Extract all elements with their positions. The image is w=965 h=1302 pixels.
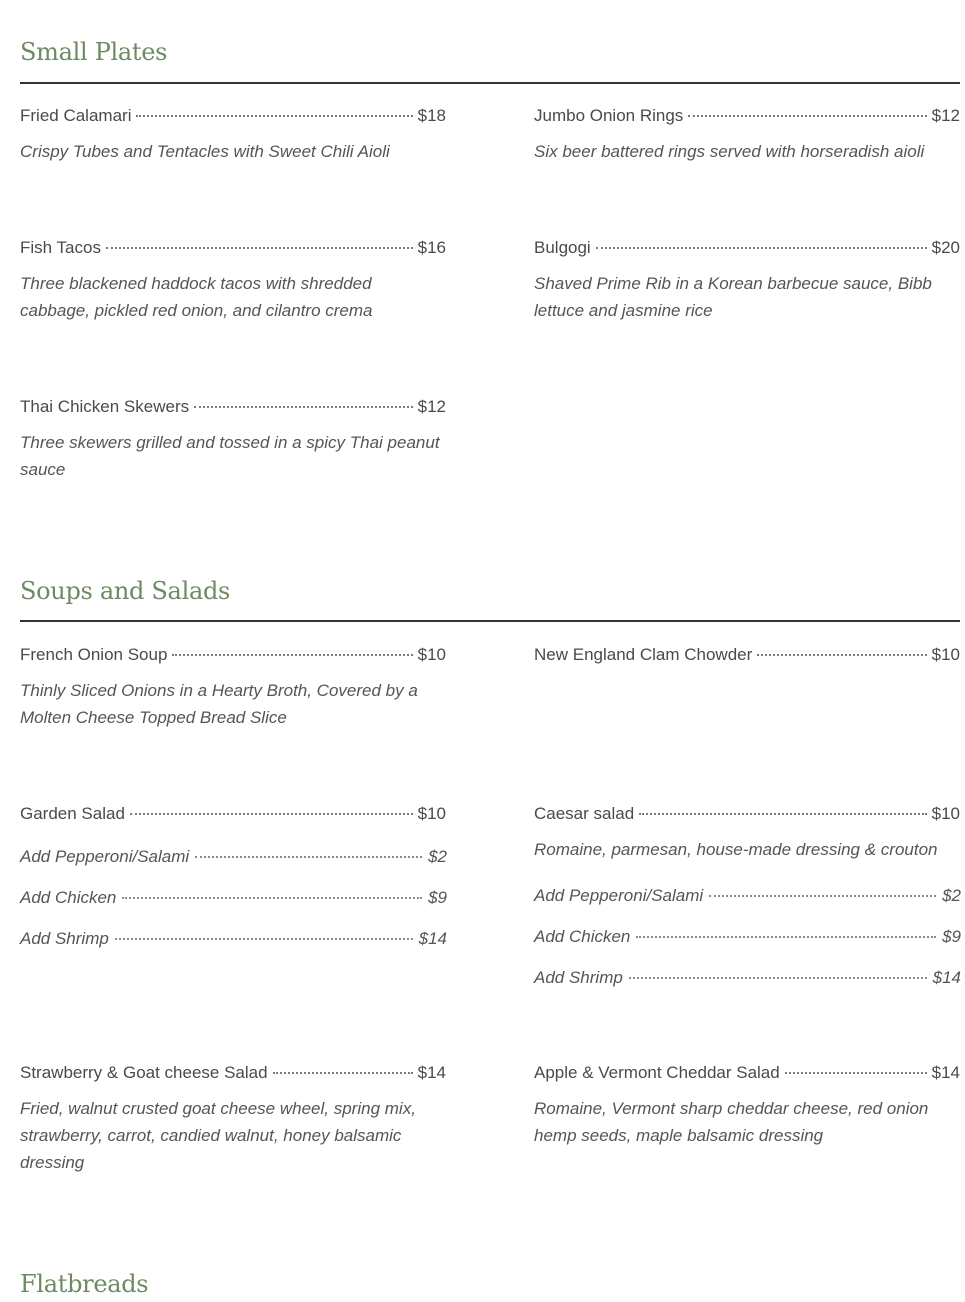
item-price: $16 (417, 238, 446, 257)
menu-item (20, 106, 446, 165)
item-name: New England Clam Chowder (534, 645, 753, 664)
item-price: $10 (417, 804, 446, 823)
item-price: $20 (931, 238, 960, 257)
addon-price: $14 (932, 968, 961, 987)
addon-row (534, 927, 961, 947)
dot-leader (636, 936, 936, 938)
item-description: Three skewers grilled and tossed in a spicy Thai peanut sauce (20, 433, 440, 479)
menu-item (20, 1063, 446, 1176)
dot-leader (194, 406, 413, 408)
dot-leader (596, 247, 927, 249)
item-name: Thai Chicken Skewers (20, 397, 190, 416)
item-price: $14 (417, 1063, 446, 1082)
dot-leader (785, 1072, 927, 1074)
menu-item (534, 804, 960, 863)
dot-leader (136, 115, 412, 117)
addon-name: Add Pepperoni/Salami (20, 847, 190, 866)
dot-leader (106, 247, 413, 249)
dot-leader (130, 813, 413, 815)
dot-leader (122, 897, 422, 899)
item-name: Bulgogi (534, 238, 591, 257)
menu-item (534, 238, 960, 324)
section-divider (20, 620, 960, 622)
item-description: Crispy Tubes and Tentacles with Sweet Chili Aioli (20, 142, 390, 161)
item-description: Six beer battered rings served with horseradish aioli (534, 142, 925, 161)
section-title-small-plates: Small Plates (20, 38, 168, 66)
item-price: $10 (931, 645, 960, 664)
menu-item (20, 238, 446, 324)
item-price: $12 (931, 106, 960, 125)
section-title-soups-salads: Soups and Salads (20, 577, 231, 605)
addon-name: Add Chicken (20, 888, 117, 907)
menu-item (20, 397, 446, 483)
addon-name: Add Shrimp (534, 968, 623, 987)
addon-price: $9 (942, 927, 961, 946)
item-price: $10 (931, 804, 960, 823)
menu-item (20, 645, 446, 731)
addon-row (20, 847, 447, 867)
item-name: Jumbo Onion Rings (534, 106, 684, 125)
item-name: Fried Calamari (20, 106, 132, 125)
item-name: Caesar salad (534, 804, 635, 823)
addon-price: $9 (428, 888, 447, 907)
item-price: $12 (417, 397, 446, 416)
addon-row (534, 886, 961, 906)
menu-item (534, 106, 960, 165)
item-description: Shaved Prime Rib in a Korean barbecue sauce, Bibb lettuce and jasmine rice (534, 274, 932, 320)
dot-leader (757, 654, 926, 656)
addon-price: $14 (418, 929, 447, 948)
item-description: Romaine, Vermont sharp cheddar cheese, red onion hemp seeds, maple balsamic dressing (534, 1099, 929, 1145)
item-description: Romaine, parmesan, house-made dressing & crouton (534, 840, 938, 859)
menu-item (534, 645, 960, 665)
dot-leader (639, 813, 926, 815)
dot-leader (115, 938, 413, 940)
item-price: $10 (417, 645, 446, 664)
item-price: $14 (931, 1063, 960, 1082)
item-description: Fried, walnut crusted goat cheese wheel, spring mix, strawberry, carrot, candied walnut, honey balsamic dressing (20, 1099, 416, 1172)
addon-row (20, 888, 447, 908)
dot-leader (273, 1072, 413, 1074)
item-name: French Onion Soup (20, 645, 168, 664)
item-description: Thinly Sliced Onions in a Hearty Broth, Covered by a Molten Cheese Topped Bread Slice (20, 681, 418, 727)
addon-row (20, 929, 447, 949)
section-divider (20, 82, 960, 84)
addon-name: Add Chicken (534, 927, 631, 946)
item-name: Garden Salad (20, 804, 125, 823)
addon-price: $2 (428, 847, 447, 866)
item-name: Apple & Vermont Cheddar Salad (534, 1063, 780, 1082)
menu-item (534, 1063, 960, 1149)
item-name: Fish Tacos (20, 238, 101, 257)
dot-leader (195, 856, 422, 858)
item-description: Three blackened haddock tacos with shredded cabbage, pickled red onion, and cilantro crema (20, 274, 373, 320)
addon-row (534, 968, 961, 988)
dot-leader (709, 895, 936, 897)
dot-leader (629, 977, 927, 979)
addon-name: Add Shrimp (20, 929, 109, 948)
dot-leader (172, 654, 412, 656)
dot-leader (688, 115, 926, 117)
item-name: Strawberry & Goat cheese Salad (20, 1063, 268, 1082)
menu-item (20, 804, 446, 824)
addon-name: Add Pepperoni/Salami (534, 886, 704, 905)
addon-price: $2 (942, 886, 961, 905)
section-title-flatbreads: Flatbreads (20, 1270, 149, 1298)
item-price: $18 (417, 106, 446, 125)
